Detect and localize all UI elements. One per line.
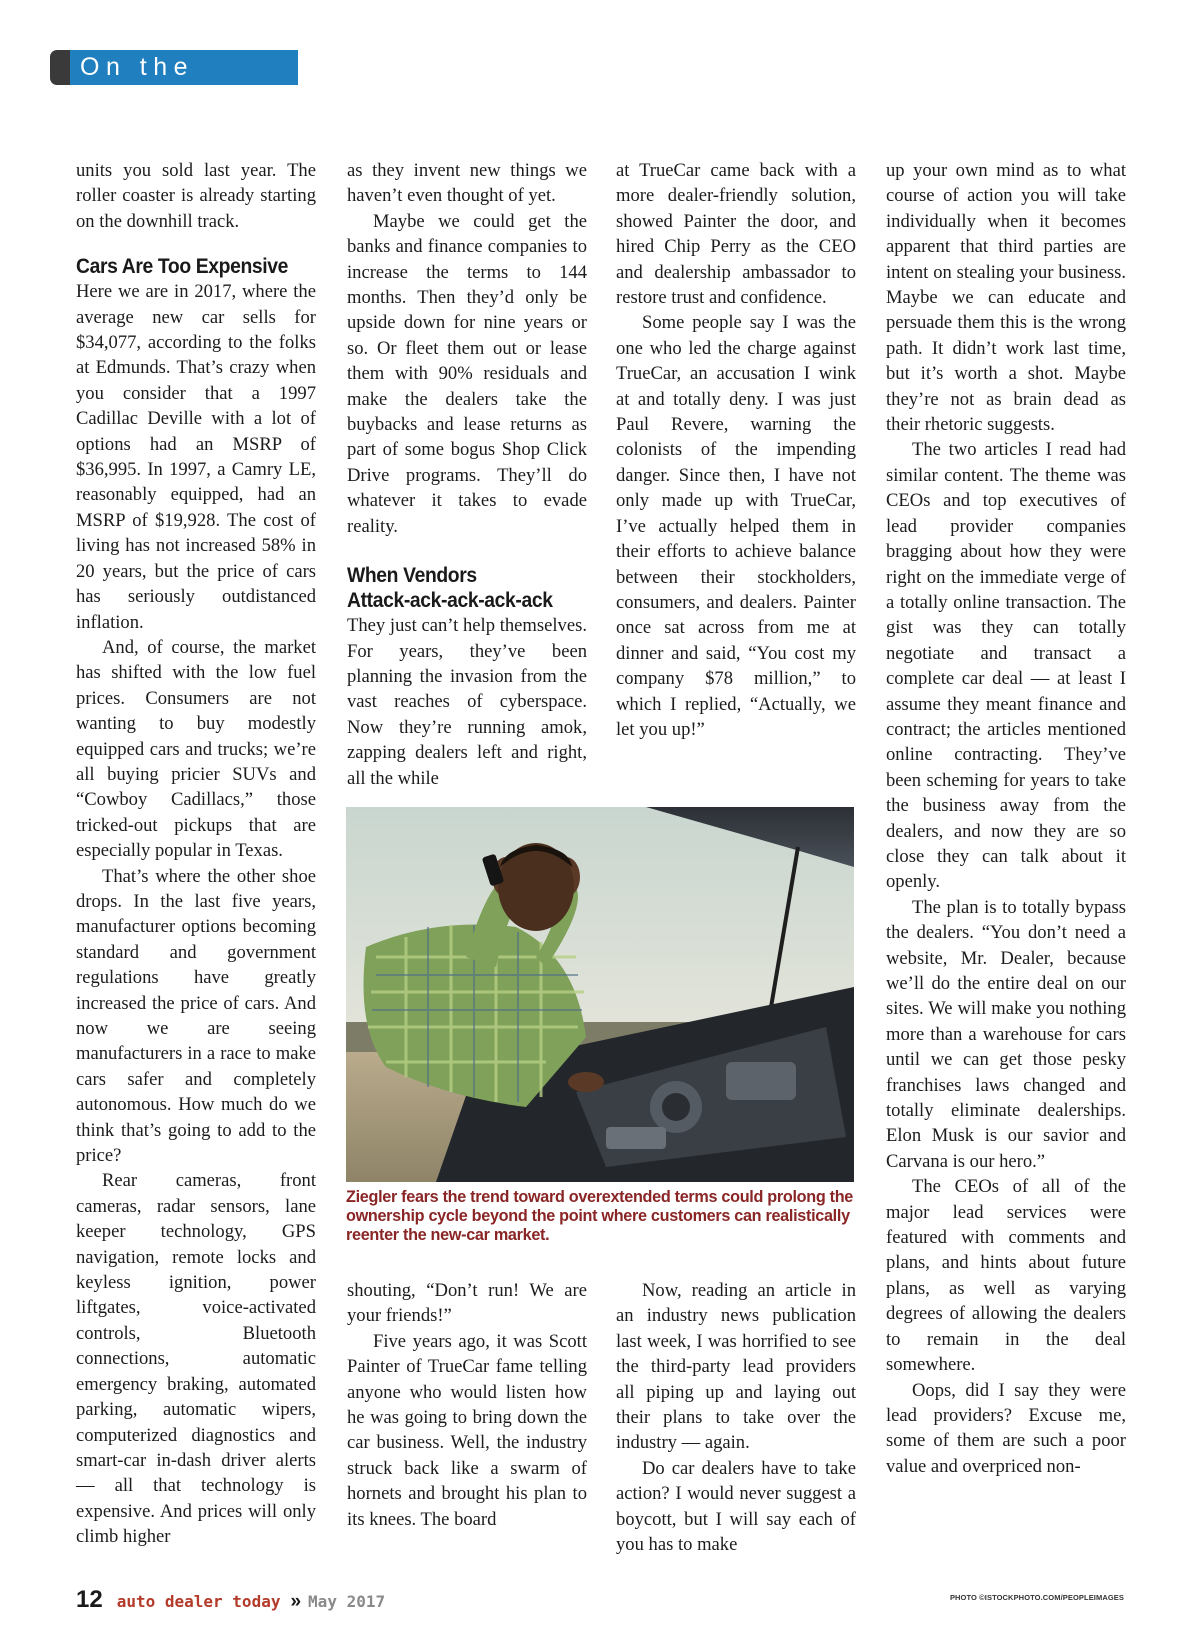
paragraph: Now, reading an article in an industry news publication last week, I was horrified to see the third-party lead providers all piping up and laying out their plans to take over the industry — again. (616, 1280, 856, 1454)
column-2-lower (347, 1278, 587, 1532)
paragraph: shouting, “Don’t run! We are your friends!” (347, 1280, 587, 1327)
photo-caption: Ziegler fears the trend toward overextended terms could prolong the ownership cycle beyond the point where customers can realistically reenter the new-car market. (346, 1188, 853, 1244)
column-3 (616, 158, 856, 742)
article-photo (346, 807, 854, 1182)
paragraph: And, of course, the market has shifted with the low fuel prices. Consumers are not wanting to buy modestly equipped cars and trucks; we’re all buying pricier SUVs and “Cowboy Cadillacs,” those tricked-out pickups that are especially popular in Texas. (76, 636, 316, 862)
photo-credit: PHOTO ©ISTOCKPHOTO.COM/PEOPLEIMAGES (949, 1593, 1124, 1602)
paragraph: Oops, did I say they were lead providers? Excuse me, some of them are such a poor value and overpriced non- (886, 1379, 1126, 1477)
photo-man-on-phone-under-car-hood (346, 807, 854, 1182)
paragraph: The plan is to totally bypass the dealers. “You don’t need a website, Mr. Dealer, because we’ll do the entire deal on our sites. We will make you nothing more than a warehouse for cars until we can get those pesky franchises laws changed and totally eliminate dealerships. Elon Musk is our savior and Carvana is our hero.” (886, 896, 1126, 1172)
paragraph: Rear cameras, front cameras, radar sensors, lane keeper technology, GPS navigation, remote locks and keyless ignition, power liftgates, voice-activated controls, Bluetooth connections, automatic emergency braking, automated parking, automatic wipers, computerized diagnostics and smart-car in-dash driver alerts — all that technology is expensive. And prices will only climb higher (76, 1170, 316, 1548)
paragraph: They just can’t help themselves. For years, they’ve been planning the invasion from the vast reaches of cyberspace. Now they’re running amok, zapping dealers left and right, all the while (347, 615, 587, 789)
section-heading (347, 563, 568, 613)
paragraph: Some people say I was the one who led the charge against TrueCar, an accusation I wink at and totally deny. I was just Paul Revere, warning the colonists of the impending danger. Since then, I have not only made up with TrueCar, I’ve actually helped them in their efforts to achieve balance between their stockholders, consumers, and dealers. Painter once sat across from me at dinner and said, “You cost my company $78 million,” to which I replied, “Actually, we let you up!” (616, 312, 856, 740)
magazine-name: auto dealer today (116, 1592, 281, 1611)
section-title: On the Point (70, 50, 298, 85)
section-heading: Cars Are Too Expensive (76, 255, 289, 279)
paragraph: That’s where the other shoe drops. In the last five years, manufacturer options becoming standard and government regulations have greatly increased the price of cars. And now we are seeing manufacturers in a race to make cars safer and completely autonomous. How much do we think that’s going to add to the price? (76, 865, 316, 1167)
paragraph: The two articles I read had similar content. The theme was CEOs and top executives of lead provider companies bragging about how they were right on the immediate verge of a totally online transaction. The gist was they can totally negotiate and transact a complete car deal — at least I assume they meant finance and contract; the articles mentioned online contracting. They’ve been scheming for years to take the business away from the dealers, and now they are so close they can talk about it openly. (886, 439, 1126, 893)
page-number: 12 (76, 1586, 103, 1613)
paragraph: at TrueCar came back with a more dealer-friendly solution, showed Painter the door, and hired Chip Perry as the CEO and dealership ambassador to restore trust and confidence. (616, 160, 856, 309)
paragraph: units you sold last year. The roller coaster is already starting on the downhill track. (76, 160, 316, 232)
column-4 (886, 158, 1126, 1479)
paragraph: up your own mind as to what course of action you will take individually when it becomes apparent that third parties are intent on stealing your business. Maybe we can educate and persuade them this is the wrong path. It didn’t work last time, but it’s worth a shot. Maybe they’re not as brain dead as their rhetoric suggests. (886, 160, 1126, 436)
paragraph: Maybe we could get the banks and finance companies to increase the terms to 144 months. Then they’d only be upside down for nine years or so. Or fleet them out or lease them with 90% residuals and make the dealers take the buybacks and lease returns as part of some bogus Shop Click Drive programs. They’ll do whatever it takes to evade reality. (347, 210, 587, 537)
column-3-lower (616, 1278, 856, 1557)
column-2 (347, 158, 587, 791)
paragraph: Do car dealers have to take action? I would never suggest a boycott, but I will say each of you has to make (616, 1457, 856, 1556)
section-heading-line: Attack-ack-ack-ack-ack (347, 589, 553, 613)
paragraph: Here we are in 2017, where the average new car sells for $34,077, according to the folks at Edmunds. That’s crazy when you consider that a 1997 Cadillac Deville with a lot of options had an MSRP of $36,995. In 1997, a Camry LE, reasonably equipped, had an MSRP of $19,928. The cost of living has not increased 58% in 20 years, but the price of cars has seriously outdistanced inflation. (76, 281, 316, 633)
paragraph: Five years ago, it was Scott Painter of TrueCar fame telling anyone who would listen how he was going to bring down the car business. Well, the industry struck back like a swarm of hornets and brought his plan to its knees. The board (347, 1330, 587, 1530)
page-footer (76, 1586, 385, 1612)
section-header-tab (50, 50, 298, 116)
issue-date: May 2017 (308, 1592, 386, 1611)
column-1 (76, 158, 316, 1550)
footer-separator: » (290, 1591, 302, 1612)
paragraph: The CEOs of all of the major lead services were featured with comments and plans, and hints about future plans, as well as varying degrees of allowing the dealers to remain in the deal somewhere. (886, 1176, 1126, 1376)
section-heading-line: When Vendors (347, 564, 477, 588)
header-tab-grip (50, 50, 70, 85)
paragraph: as they invent new things we haven’t even thought of yet. (347, 160, 587, 207)
